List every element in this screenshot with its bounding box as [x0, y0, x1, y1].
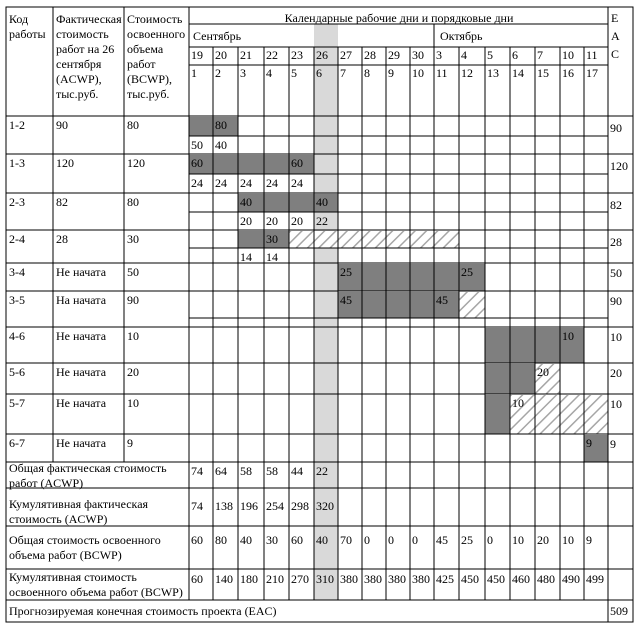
- task-bcwp: 30: [127, 232, 139, 246]
- bar-label: 20: [537, 365, 549, 379]
- summary-cum-bcwp-label: Кумулятивная стоимость освоенного объема работ (BCWP): [9, 570, 183, 599]
- cum-acwp-value: 254: [266, 499, 284, 513]
- header-day-number: 9: [388, 66, 394, 80]
- summary-eac-forecast-label: Прогнозируемая конечная стоимость проекта (EAC): [9, 604, 277, 618]
- summary-total-acwp-label: Общая фактическая стоимость работ (ACWP): [9, 461, 167, 490]
- task-code: 3-4: [9, 265, 25, 279]
- total-bcwp-value: 0: [388, 533, 394, 547]
- total-bcwp-value: 45: [436, 533, 448, 547]
- header-day-number: 1: [191, 66, 197, 80]
- header-date: 23: [291, 48, 303, 62]
- task-bcwp: 10: [127, 329, 139, 343]
- total-acwp-value: 64: [215, 464, 227, 478]
- task-code: 1-3: [9, 156, 25, 170]
- task-eac: 120: [610, 159, 628, 173]
- gantt-bar-remaining: [510, 395, 608, 434]
- task-acwp: Не начата: [56, 329, 107, 343]
- header-eac-letter-c: С: [611, 47, 620, 61]
- header-date: 28: [364, 48, 376, 62]
- bar-label: 24: [191, 176, 203, 190]
- bar-label: 50: [191, 138, 203, 152]
- total-bcwp-value: 10: [512, 533, 524, 547]
- bar-label: 24: [266, 176, 278, 190]
- cum-acwp-value: 298: [291, 499, 309, 513]
- task-eac: 90: [610, 294, 622, 308]
- summary-cum-acwp-label: Кумулятивная фактическая стоимость (ACWP): [9, 497, 149, 526]
- header-date: 3: [436, 48, 442, 62]
- cum-bcwp-value: 180: [240, 572, 258, 586]
- bar-label: 14: [266, 250, 278, 264]
- total-bcwp-value: 0: [364, 533, 370, 547]
- task-eac: 20: [610, 366, 622, 380]
- task-bcwp: 50: [127, 265, 139, 279]
- task-code: 1-2: [9, 118, 25, 132]
- cum-bcwp-value: 310: [316, 572, 334, 586]
- bar-label: 20: [240, 214, 252, 228]
- bar-label: 25: [461, 265, 473, 279]
- bar-label: 80: [215, 118, 227, 132]
- cum-acwp-value: 320: [316, 499, 334, 513]
- cum-acwp-value: 138: [215, 499, 233, 513]
- total-bcwp-value: 9: [586, 533, 592, 547]
- header-date: 29: [388, 48, 400, 62]
- header-date: 20: [215, 48, 227, 62]
- bar-label: 24: [240, 176, 252, 190]
- header-day-number: 16: [562, 66, 574, 80]
- total-acwp-value: 58: [266, 464, 278, 478]
- total-bcwp-value: 0: [412, 533, 418, 547]
- cum-bcwp-value: 210: [266, 572, 284, 586]
- header-date: 22: [266, 48, 278, 62]
- task-eac: 10: [610, 330, 622, 344]
- summary-total-bcwp-label: Общая стоимость освоенного объема работ (BCWP): [9, 533, 161, 562]
- bar-label: 9: [586, 436, 592, 450]
- task-bcwp: 20: [127, 365, 139, 379]
- header-day-number: 11: [436, 66, 448, 80]
- task-eac: 28: [610, 235, 622, 249]
- bar-label: 60: [191, 156, 203, 170]
- task-code: 5-7: [9, 396, 25, 410]
- cum-acwp-value: 74: [191, 499, 203, 513]
- header-month-september: Сентябрь: [193, 29, 242, 43]
- header-code: Код работы: [9, 12, 46, 41]
- task-eac: 90: [610, 121, 622, 135]
- task-code: 2-4: [9, 232, 25, 246]
- task-acwp: Не начата: [56, 396, 107, 410]
- task-code: 5-6: [9, 365, 25, 379]
- header-day-number: 4: [266, 66, 272, 80]
- header-acwp: Фактическая стоимость работ на 26 сентября (ACWP), тыс.руб.: [56, 12, 122, 101]
- total-bcwp-value: 60: [191, 533, 203, 547]
- header-day-number: 17: [586, 66, 598, 80]
- bar-label: 20: [266, 214, 278, 228]
- task-acwp: На начата: [56, 293, 107, 307]
- task-acwp: 120: [56, 156, 74, 170]
- header-date: 19: [191, 48, 203, 62]
- header-eac-letter-e: Е: [611, 11, 619, 25]
- total-bcwp-value: 25: [461, 533, 473, 547]
- task-bcwp: 90: [127, 293, 139, 307]
- total-bcwp-value: 0: [487, 533, 493, 547]
- header-date: 7: [537, 48, 543, 62]
- total-bcwp-value: 80: [215, 533, 227, 547]
- header-day-number: 3: [240, 66, 246, 80]
- cum-bcwp-value: 380: [388, 572, 406, 586]
- header-eac-letter-a: А: [611, 29, 620, 43]
- cum-bcwp-value: 380: [364, 572, 382, 586]
- task-acwp: 28: [56, 232, 68, 246]
- task-code: 3-5: [9, 293, 25, 307]
- task-code: 6-7: [9, 436, 25, 450]
- cum-bcwp-value: 380: [340, 572, 358, 586]
- cum-bcwp-value: 425: [436, 572, 454, 586]
- bar-label: 22: [316, 214, 328, 228]
- total-acwp-value: 22: [316, 464, 328, 478]
- cum-bcwp-value: 140: [215, 572, 233, 586]
- header-date: 30: [412, 48, 424, 62]
- bar-label: 45: [436, 293, 448, 307]
- cum-bcwp-value: 490: [562, 572, 580, 586]
- task-bcwp: 10: [127, 396, 139, 410]
- total-bcwp-value: 40: [316, 533, 328, 547]
- bar-label: 14: [240, 250, 252, 264]
- bar-label: 30: [266, 232, 278, 246]
- bar-label: 25: [340, 265, 352, 279]
- header-date: 27: [340, 48, 352, 62]
- header-date: 5: [487, 48, 493, 62]
- cum-bcwp-value: 480: [537, 572, 555, 586]
- header-date: 11: [586, 48, 598, 62]
- summary-eac-forecast-value: 509: [610, 604, 628, 618]
- task-acwp: 90: [56, 118, 68, 132]
- header-day-number: 15: [537, 66, 549, 80]
- task-acwp: Не начата: [56, 436, 107, 450]
- header-day-number: 7: [340, 66, 346, 80]
- total-acwp-value: 44: [291, 464, 303, 478]
- task-acwp: 82: [56, 195, 68, 209]
- task-eac: 9: [610, 437, 616, 451]
- header-date: 26: [316, 48, 328, 62]
- header-day-number: 5: [291, 66, 297, 80]
- bar-label: 40: [240, 195, 252, 209]
- bar-label: 10: [562, 329, 574, 343]
- header-day-number: 14: [512, 66, 524, 80]
- cum-bcwp-value: 380: [412, 572, 430, 586]
- bar-label: 24: [291, 176, 303, 190]
- cum-bcwp-value: 270: [291, 572, 309, 586]
- gantt-bar: [485, 395, 510, 434]
- task-code: 2-3: [9, 195, 25, 209]
- bar-label: 40: [316, 195, 328, 209]
- total-acwp-value: 74: [191, 464, 203, 478]
- header-day-number: 8: [364, 66, 370, 80]
- gantt-bar-remaining: [459, 292, 485, 318]
- cum-bcwp-value: 460: [512, 572, 530, 586]
- gantt-bar: [189, 117, 213, 136]
- bar-label: 24: [215, 176, 227, 190]
- cum-acwp-value: 196: [240, 499, 258, 513]
- task-bcwp: 120: [127, 156, 145, 170]
- total-bcwp-value: 40: [240, 533, 252, 547]
- header-date: 10: [562, 48, 574, 62]
- task-bcwp: 9: [127, 436, 133, 450]
- header-month-october: Октябрь: [440, 29, 483, 43]
- bar-label: 60: [291, 156, 303, 170]
- task-eac: 10: [610, 397, 622, 411]
- bar-label: 40: [215, 138, 227, 152]
- task-eac: 82: [610, 198, 622, 212]
- bar-label: 10: [512, 396, 524, 410]
- total-acwp-value: 58: [240, 464, 252, 478]
- cum-bcwp-value: 450: [487, 572, 505, 586]
- total-bcwp-value: 60: [291, 533, 303, 547]
- header-day-number: 2: [215, 66, 221, 80]
- header-calendar: Календарные рабочие дни и порядковые дни: [284, 11, 514, 25]
- task-acwp: Не начата: [56, 365, 107, 379]
- header-date: 4: [461, 48, 467, 62]
- task-bcwp: 80: [127, 118, 139, 132]
- header-bcwp: Стоимость освоенного объема работ (BCWP), тыс.руб.: [127, 12, 186, 101]
- cum-bcwp-value: 499: [586, 572, 604, 586]
- bar-label: 20: [291, 214, 303, 228]
- total-bcwp-value: 10: [562, 533, 574, 547]
- task-eac: 50: [610, 266, 622, 280]
- total-bcwp-value: 70: [340, 533, 352, 547]
- task-code: 4-6: [9, 329, 25, 343]
- cum-bcwp-value: 60: [191, 572, 203, 586]
- total-bcwp-value: 30: [266, 533, 278, 547]
- task-acwp: Не начата: [56, 265, 107, 279]
- total-bcwp-value: 20: [537, 533, 549, 547]
- task-bcwp: 80: [127, 195, 139, 209]
- header-date: 21: [240, 48, 252, 62]
- header-day-number: 6: [316, 66, 322, 80]
- header-day-number: 13: [487, 66, 499, 80]
- header-day-number: 10: [412, 66, 424, 80]
- header-day-number: 12: [461, 66, 473, 80]
- bar-label: 45: [340, 293, 352, 307]
- cum-bcwp-value: 450: [461, 572, 479, 586]
- header-date: 6: [512, 48, 518, 62]
